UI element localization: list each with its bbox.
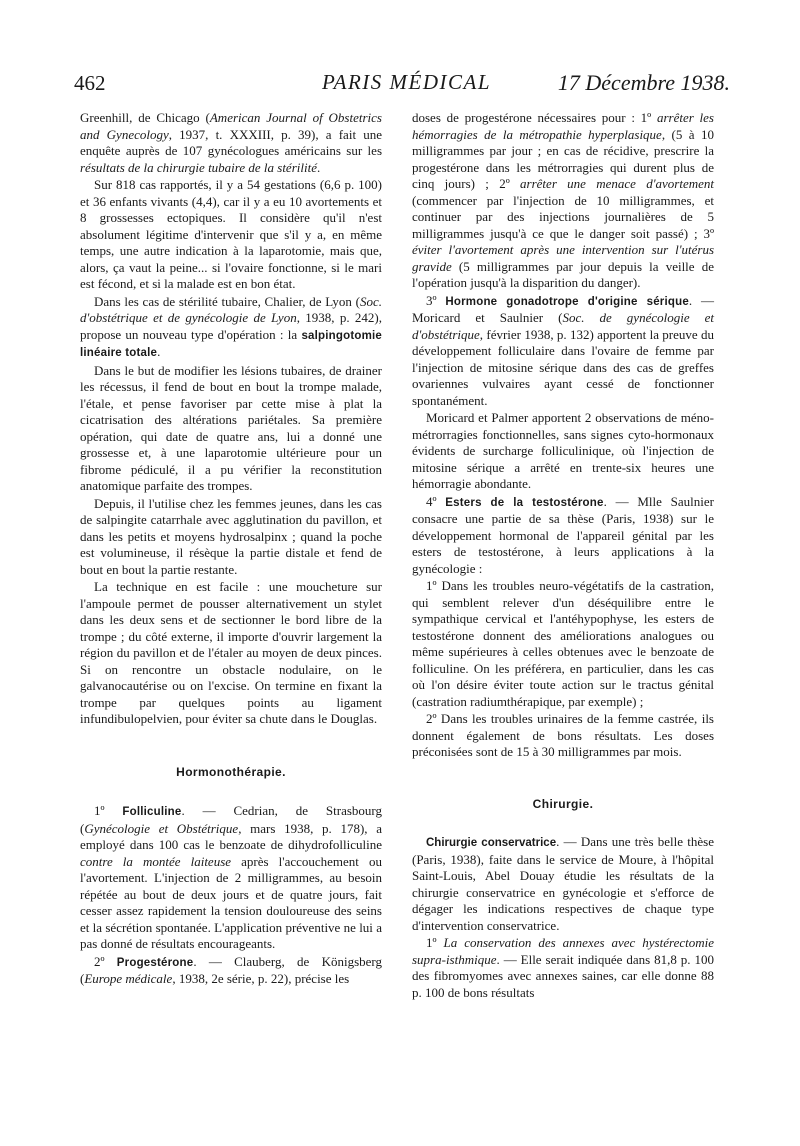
- paragraph: 1º Folliculine. — Cedrian, de Strasbourg (Gynécologie et Obstétrique, mars 1938, p. 178), a employé dans 100 cas le benzoate de dihydrofolliculine contre la montée laiteuse après l'accouchement ou l'avortement. L'injection de 2 milligrammes, au besoin répétée au bout de deux jours et de quatre jours, fait cesser assez rapidement la tension douloureuse des seins et la sécrétion spontanée. L'application préventive ne lui a pas donné de résultats encourageants.: [80, 803, 382, 951]
- issue-date: 17 Décembre 1938.: [557, 70, 730, 95]
- paragraph: La technique en est facile : une moucheture sur l'ampoule permet de pousser alternativement un stylet dans les deux sens et de sectionner le bord libre de la trompe ; du côté externe, il importe d'ouvrir largement la région du pavillon et de l'étaler au moyen de deux pinces. Si on rencontre un obstacle nodulaire, on le galvanocautérise ou on l'excise. On termine en fixant la trompe par quelques points au ligament infundibulopelvien, pour éviter sa chute dans le Douglas.: [80, 579, 382, 726]
- paragraph: 1º La conservation des annexes avec hystérectomie supra-isthmique. — Elle serait indiquée dans 81,8 p. 100 des fibromyomes avec annexes saines, car elle donne 88 p. 100 de bons résultats: [412, 935, 714, 1000]
- paragraph: Greenhill, de Chicago (American Journal of Obstetrics and Gynecology, 1937, t. XXXIII, p. 39), a fait une enquête auprès de 107 gynécologues américains sur les résultats de la chirurgie tubaire de la stérilité.: [80, 110, 382, 175]
- paragraph: Sur 818 cas rapportés, il y a 54 gestations (6,6 p. 100) et 36 enfants vivants (4,4), car il y a eu 10 avortements et 8 grossesses ectopiques. Il considère qu'il n'est absolument légitime d'intervenir que s'il y a, en même temps, une autre indication à la laparotomie, mais que, alors, ça vaut la peine... si l'ovaire fonctionne, si le mari est fécond, et si la malade est en bon état.: [80, 177, 382, 291]
- paragraph: Moricard et Palmer apportent 2 observations de méno-métrorragies fonctionnelles, sans signes cyto-hormonaux évidents de surcharge folliculinique, où l'injection de mitosine sérique a arrêté en trente-six heures une hémorragie abondante.: [412, 410, 714, 491]
- right-column: [412, 110, 714, 1001]
- paragraph: Dans les cas de stérilité tubaire, Chalier, de Lyon (Soc. d'obstétrique et de gynécologie de Lyon, 1938, p. 242), propose un nouveau type d'opération : la salpingotomie linéaire totale.: [80, 293, 382, 359]
- paragraph: Depuis, il l'utilise chez les femmes jeunes, dans les cas de salpingite catarrhale avec agglutination du pavillon, et dans les petits et moyens hydrosalpinx ; quand la poche est volumineuse, il résèque la partie distale et fend de bout en bout la partie restante.: [80, 495, 382, 577]
- paragraph: doses de progestérone nécessaires pour : 1º arrêter les hémorragies de la métropathie hyperplasique, (5 à 10 milligrammes par jour ; en cas de récidive, prescrire la progestérone dans les métrorragies qui durent plus de cinq jours) ; 2º arrêter une menace d'avortement (commencer par l'injection de 10 milligrammes, et continuer par des injections journalières de 5 milligrammes jusqu'à ce que le danger soit passé) ; 3º éviter l'avortement après une intervention sur l'utérus gravide (5 milligrammes par jour depuis la veille de l'opération jusqu'à la disparition du danger).: [412, 110, 714, 290]
- paragraph: 3º Hormone gonadotrope d'origine sérique. — Moricard et Saulnier (Soc. de gynécologie et d'obstétrique, février 1938, p. 132) apportent la preuve du développement folliculaire dans l'ovaire de femme par l'injection de mitosine sérique dans des cas de greffes ovariennes vulvaires ayant cessé de fonctionner spontanément.: [412, 292, 715, 408]
- running-header: [74, 70, 730, 104]
- left-column: [80, 110, 382, 988]
- paragraph: Chirurgie conservatrice. — Dans une très belle thèse (Paris, 1938), faite dans le service de Moure, à l'hôpital Saint-Louis, Abel Douay étudie les résultats de la chirurgie conservatrice en gynécologie et s'efforce de dégager les indications respectives de chaque type d'intervention conservatrice.: [412, 834, 714, 933]
- paragraph: 4º Esters de la testostérone. — Mlle Saulnier consacre une partie de sa thèse (Paris, 1938) sur le développement hormonal de l'appareil génital par les esters de testostérone, à leurs applications à la gynécologie :: [412, 493, 714, 576]
- paragraph: 2º Dans les troubles urinaires de la femme castrée, ils donnent également de bons résultats. Les doses préconisées sont de 15 à 30 milligrammes par mois.: [412, 711, 714, 759]
- journal-title: PARIS MÉDICAL: [322, 70, 492, 94]
- paragraph: 2º Progestérone. — Clauberg, de Königsberg (Europe médicale, 1938, 2e série, p. 22), précise les: [80, 953, 382, 986]
- section-heading-chirurgie: Chirurgie.: [532, 796, 594, 811]
- section-heading-hormonotherapie: Hormonothérapie.: [176, 764, 286, 779]
- paragraph: Dans le but de modifier les lésions tubaires, de drainer les récessus, il fend de bout en bout la trompe malade, l'étale, et pense favoriser par cette mise à plat la cicatrisation des altérations pariétales. Sa première opération, qui date de quatre ans, lui a donné une grossesse et, à une laparotomie ultérieure pour un fibrome pédiculé, il a pu vérifier la reconstitution anatomique parfaite des trompes.: [80, 362, 382, 493]
- paragraph: 1º Dans les troubles neuro-végétatifs de la castration, qui semblent relever d'un déséquilibre entre le sympathique cervical et l'antéhypophyse, les esters de testostérone donnent des améliorations analogues ou même supérieures à celles obtenues avec le benzoate de folliculine. On les préférera, en particulier, dans les cas où l'on désire éviter toute action sur le tractus génital (castration radiumthérapique, par exemple) ;: [412, 578, 714, 709]
- page-number: 462: [74, 71, 106, 95]
